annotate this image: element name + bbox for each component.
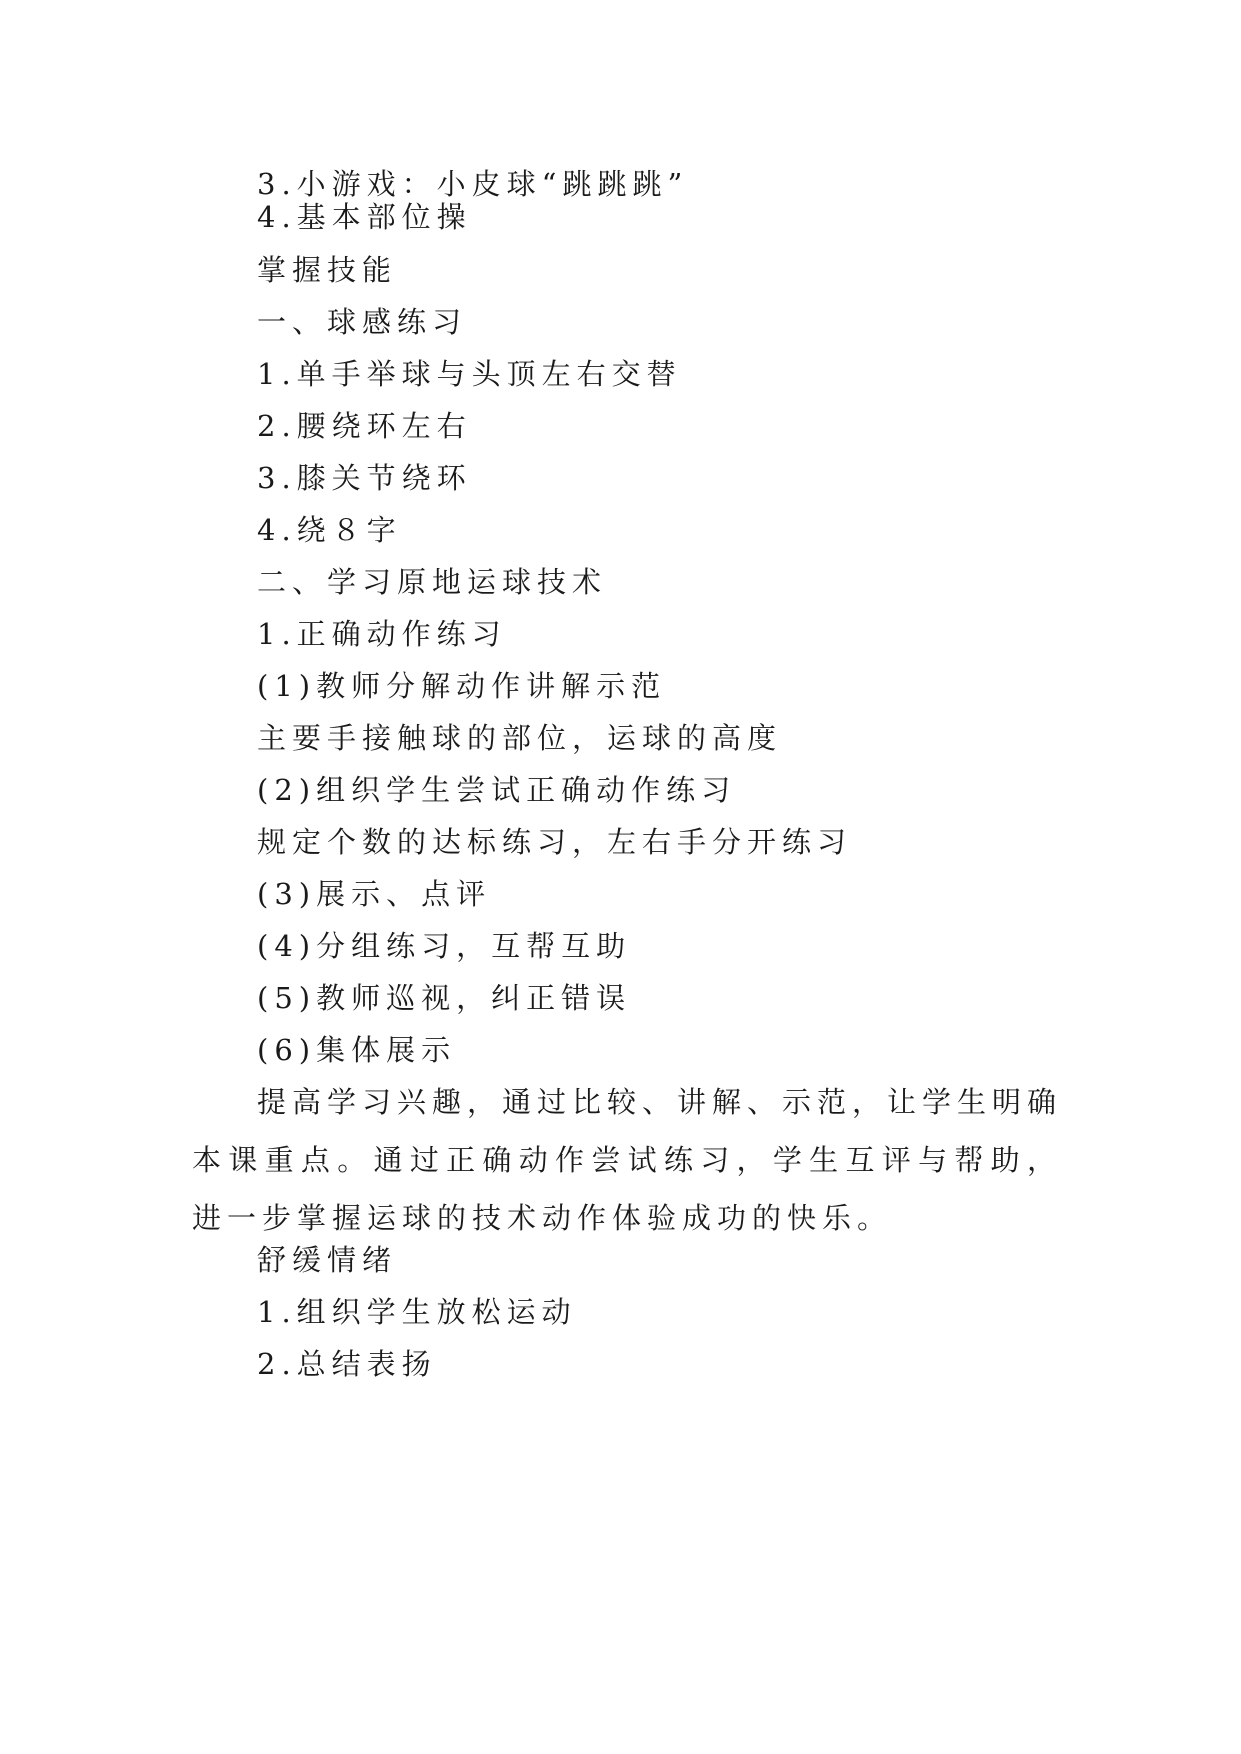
text-line: 1.单手举球与头顶左右交替 [257, 357, 682, 391]
text-line: 1.正确动作练习 [257, 617, 507, 651]
text-line: 2.总结表扬 [257, 1347, 437, 1381]
text-line: (4)分组练习，互帮互助 [257, 929, 632, 963]
text-line: (5)教师巡视，纠正错误 [257, 981, 632, 1015]
text-line: 4.基本部位操 [257, 200, 472, 234]
text-line: 3.膝关节绕环 [257, 461, 472, 495]
text-line: (1)教师分解动作讲解示范 [257, 669, 667, 703]
section-heading: 二、学习原地运球技术 [257, 565, 608, 599]
text-line: 4.绕８字 [257, 513, 402, 547]
text-line: 3.小游戏：小皮球“跳跳跳” [257, 167, 689, 201]
text-line: (2)组织学生尝试正确动作练习 [257, 773, 737, 807]
section-heading: 一、球感练习 [257, 305, 468, 339]
text-line: 规定个数的达标练习，左右手分开练习 [257, 825, 853, 859]
text-line: (6)集体展示 [257, 1033, 457, 1067]
text-line: 2.腰绕环左右 [257, 409, 472, 443]
text-line: 主要手接触球的部位，运球的高度 [257, 721, 783, 755]
body-paragraph: 提高学习兴趣，通过比较、讲解、示范，让学生明确本课重点。通过正确动作尝试练习，学生互评与帮助，进一步掌握运球的技术动作体验成功的快乐。 [192, 1085, 1063, 1235]
section-heading: 舒缓情绪 [257, 1243, 398, 1277]
text-line: 1.组织学生放松运动 [257, 1295, 577, 1329]
text-line: (3)展示、点评 [257, 877, 492, 911]
section-heading: 掌握技能 [257, 253, 398, 287]
